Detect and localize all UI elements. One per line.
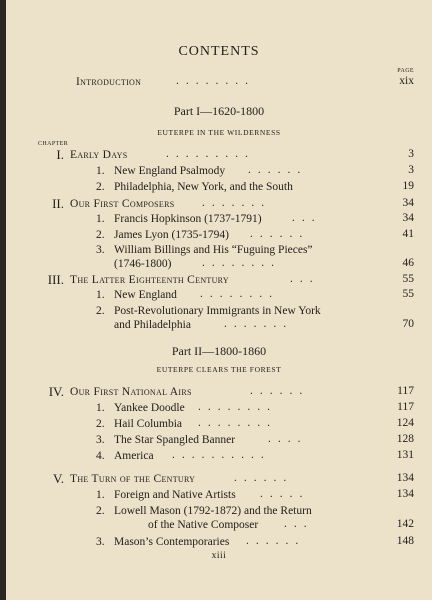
section-number: 2. bbox=[96, 229, 105, 241]
section-number: 1. bbox=[96, 489, 105, 501]
book-page bbox=[6, 0, 432, 600]
section-page: 46 bbox=[402, 257, 414, 269]
section-number: 2. bbox=[96, 181, 105, 193]
chapter-title: Early Days bbox=[70, 149, 128, 161]
section-page: 128 bbox=[396, 433, 414, 445]
section-number: 1. bbox=[96, 165, 105, 177]
chapter-page: 117 bbox=[397, 385, 414, 397]
section-title-continued: (1746-1800) bbox=[114, 258, 172, 270]
leader-dots: ........ bbox=[198, 417, 277, 429]
section-page: 134 bbox=[396, 488, 414, 500]
section-title: Yankee Doodle bbox=[114, 402, 185, 414]
section-number: 2. bbox=[96, 505, 105, 517]
leader-dots: ........ bbox=[176, 75, 255, 87]
section-page: 19 bbox=[402, 180, 414, 192]
section-title: William Billings and His “Fuguing Pieces” bbox=[114, 244, 313, 256]
section-number: 3. bbox=[96, 244, 105, 256]
leader-dots: ........ bbox=[200, 288, 279, 300]
section-title: The Star Spangled Banner bbox=[114, 434, 236, 446]
section-page: 117 bbox=[397, 401, 414, 413]
chapter-column-label: CHAPTER bbox=[38, 141, 69, 147]
chapter-page: 55 bbox=[402, 273, 414, 285]
section-number: 4. bbox=[96, 450, 105, 462]
chapter-number: V. bbox=[53, 471, 64, 486]
section-title: Philadelphia, New York, and the South bbox=[114, 181, 293, 193]
introduction-page: xix bbox=[399, 75, 414, 87]
section-page: 41 bbox=[402, 228, 414, 240]
page-folio: xiii bbox=[211, 551, 227, 561]
section-page: 3 bbox=[408, 164, 414, 176]
leader-dots: ....... bbox=[202, 197, 272, 209]
chapter-page: 3 bbox=[408, 148, 414, 160]
section-title: Francis Hopkinson (1737-1791) bbox=[114, 213, 262, 225]
section-page: 70 bbox=[402, 318, 414, 330]
part-title: Part I—1620-1800 bbox=[173, 104, 265, 118]
leader-dots: ....... bbox=[224, 318, 294, 330]
section-title: America bbox=[114, 450, 154, 462]
chapter-title: Our First Composers bbox=[70, 198, 175, 210]
section-title-continued: of the Native Composer bbox=[148, 519, 259, 531]
section-title: Mason’s Contemporaries bbox=[114, 536, 230, 548]
section-page: 124 bbox=[396, 417, 414, 429]
leader-dots: ........ bbox=[202, 257, 281, 269]
leader-dots: ...... bbox=[250, 385, 310, 397]
part-subtitle: EUTERPE CLEARS THE FOREST bbox=[156, 365, 282, 374]
contents-title: CONTENTS bbox=[178, 44, 260, 59]
section-page: 131 bbox=[396, 449, 414, 461]
chapter-number: III. bbox=[47, 272, 64, 287]
page-column-label: PAGE bbox=[397, 68, 414, 74]
chapter-title: Our First National Airs bbox=[70, 386, 192, 398]
part-title: Part II—1800-1860 bbox=[171, 344, 267, 358]
section-page: 55 bbox=[402, 288, 414, 300]
section-title: Foreign and Native Artists bbox=[114, 489, 236, 501]
leader-dots: ...... bbox=[250, 228, 310, 240]
section-title-continued: and Philadelphia bbox=[114, 319, 191, 331]
leader-dots: ........ bbox=[198, 401, 277, 413]
section-title: New England bbox=[114, 289, 177, 301]
introduction-label: Introduction bbox=[76, 76, 142, 88]
part-subtitle: EUTERPE IN THE WILDERNESS bbox=[157, 128, 281, 137]
section-title: Post-Revolutionary Immigrants in New York bbox=[114, 305, 321, 317]
section-page: 34 bbox=[402, 212, 414, 224]
chapter-page: 34 bbox=[402, 197, 414, 209]
chapter-page: 134 bbox=[396, 472, 414, 484]
section-title: Hail Columbia bbox=[114, 418, 183, 430]
leader-dots: ...... bbox=[248, 164, 308, 176]
section-title: Lowell Mason (1792-1872) and the Return bbox=[114, 505, 312, 517]
leader-dots: ..... bbox=[260, 488, 310, 500]
leader-dots: ... bbox=[292, 212, 322, 224]
leader-dots: ... bbox=[290, 273, 320, 285]
leader-dots: ...... bbox=[246, 535, 306, 547]
leader-dots: ... bbox=[284, 518, 314, 530]
section-number: 3. bbox=[96, 434, 105, 446]
chapter-title: The Turn of the Century bbox=[70, 473, 196, 485]
section-number: 1. bbox=[96, 213, 105, 225]
section-number: 2. bbox=[96, 418, 105, 430]
section-page: 142 bbox=[396, 518, 414, 530]
section-number: 2. bbox=[96, 305, 105, 317]
chapter-number: IV. bbox=[48, 384, 64, 399]
chapter-number: I. bbox=[56, 147, 64, 162]
leader-dots: ...... bbox=[234, 472, 294, 484]
section-number: 1. bbox=[96, 402, 105, 414]
leader-dots: .... bbox=[268, 433, 308, 445]
section-number: 3. bbox=[96, 536, 105, 548]
section-page: 148 bbox=[396, 535, 414, 547]
leader-dots: .......... bbox=[172, 449, 271, 461]
section-number: 1. bbox=[96, 289, 105, 301]
section-title: New England Psalmody bbox=[114, 165, 226, 177]
chapter-number: II. bbox=[52, 196, 64, 211]
leader-dots: ......... bbox=[166, 148, 255, 160]
section-title: James Lyon (1735-1794) bbox=[114, 229, 229, 241]
chapter-title: The Latter Eighteenth Century bbox=[70, 274, 229, 286]
